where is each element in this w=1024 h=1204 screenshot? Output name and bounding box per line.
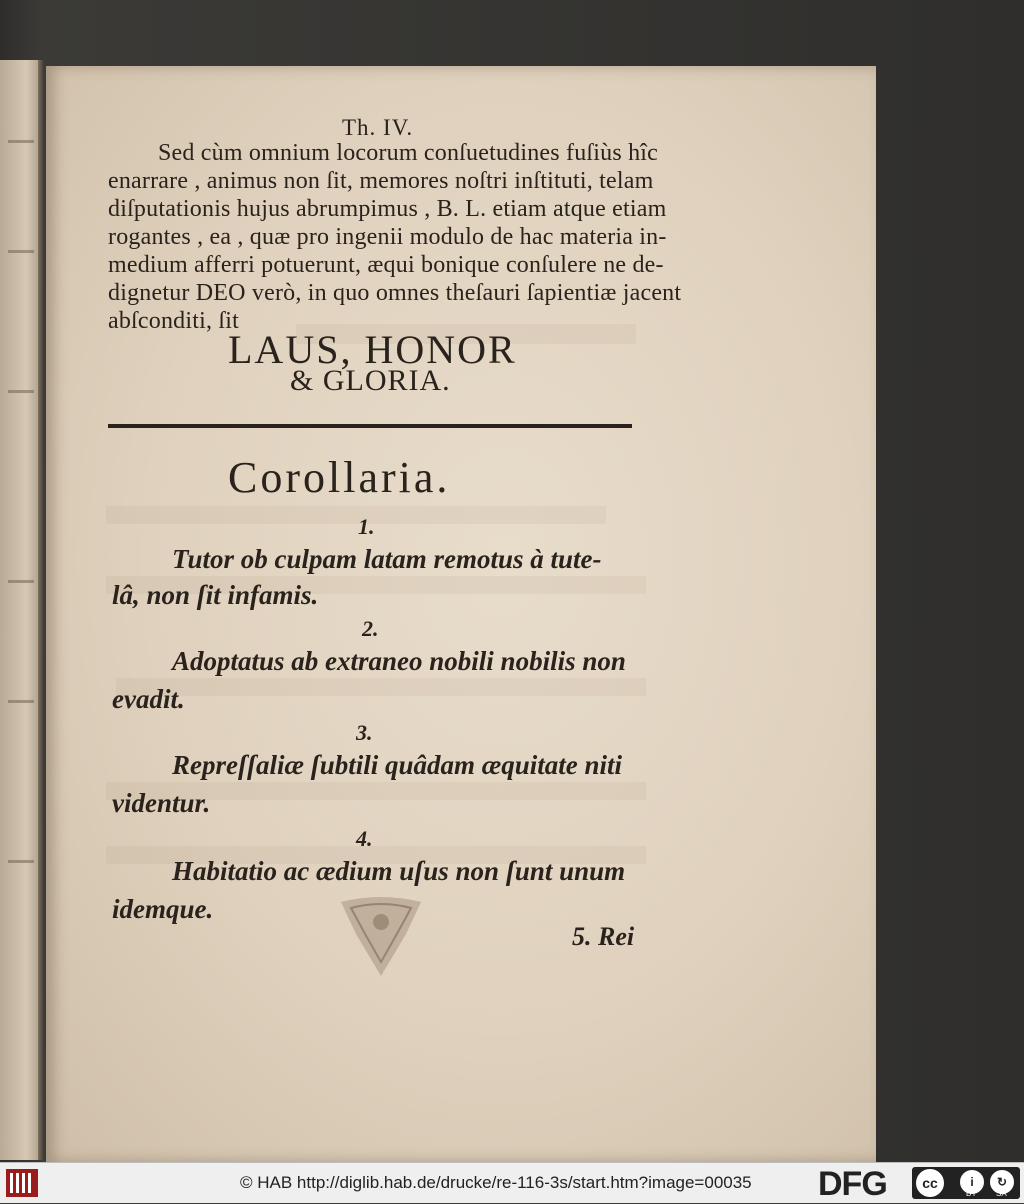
library-logo-icon [6, 1167, 38, 1199]
left-page-mark [8, 580, 34, 583]
bleed-through [116, 678, 646, 696]
body-line: enarrare , animus non ſit, memores noſtri inſtituti, telam [108, 168, 654, 194]
corollary-number: 3. [356, 720, 373, 745]
left-page-mark [8, 390, 34, 393]
corollary-number: 1. [358, 514, 375, 539]
left-page-edge [0, 60, 44, 1160]
corollary-number: 2. [362, 616, 379, 641]
left-page-mark [8, 860, 34, 863]
footer-bar [0, 1162, 1024, 1203]
catchword: 5. Rei [572, 922, 635, 951]
body-line: dignetur DEO verò, in quo omnes theſauri ſapientiæ jacent [108, 280, 682, 306]
corollary-line: Repreſſaliæ ſubtili quâdam æquitate niti [172, 750, 623, 780]
corollary-line: Adoptatus ab extraneo nobili nobilis non [172, 646, 626, 676]
bleed-through [106, 506, 606, 524]
corollary-number: 4. [356, 826, 373, 851]
doxology-laus: LAUS, HONOR [228, 327, 517, 372]
corollary-line: videntur. [112, 788, 211, 818]
doxology-gloria: & GLORIA. [290, 364, 451, 397]
by-icon: i [960, 1170, 984, 1194]
body-line: abſconditi, ſit [108, 308, 239, 334]
horizontal-rule [108, 424, 632, 428]
left-page-mark [8, 140, 34, 143]
cc-icon: cc [916, 1169, 944, 1197]
corollary-line: Tutor ob culpam latam remotus à tute- [172, 544, 602, 574]
section-header: Th. IV. [342, 115, 414, 140]
sa-icon: ↻ [990, 1170, 1014, 1194]
left-page-mark [8, 250, 34, 253]
corollary-line: Habitatio ac ædium uſus non ſunt unum [172, 856, 626, 886]
printers-ornament-icon [336, 894, 426, 976]
left-page-mark [8, 700, 34, 703]
dfg-logo: DFG [818, 1165, 887, 1203]
body-line: diſputationis hujus abrumpimus , B. L. etiam atque etiam [108, 196, 667, 222]
body-line: rogantes , ea , quæ pro ingenii modulo de hac materia in- [108, 224, 667, 250]
corollary-line: evadit. [112, 684, 185, 714]
body-line: Sed cùm omnium locorum conſuetudines fuſiùs hîc [158, 140, 658, 166]
left-page-shadow [38, 60, 44, 1160]
corollary-line: lâ, non ſit infamis. [112, 580, 319, 610]
copyright-link[interactable]: © HAB http://diglib.hab.de/drucke/re-116-3s/start.htm?image=00035 [240, 1173, 752, 1192]
body-line: medium afferri potuerunt, æqui bonique conſulere ne de- [108, 252, 664, 278]
corollary-line: idemque. [112, 894, 214, 924]
sa-label: SA [996, 1189, 1007, 1198]
by-label: BY [966, 1189, 977, 1198]
cc-license-badge[interactable] [912, 1167, 1020, 1199]
section-title: Corollaria. [228, 453, 451, 502]
